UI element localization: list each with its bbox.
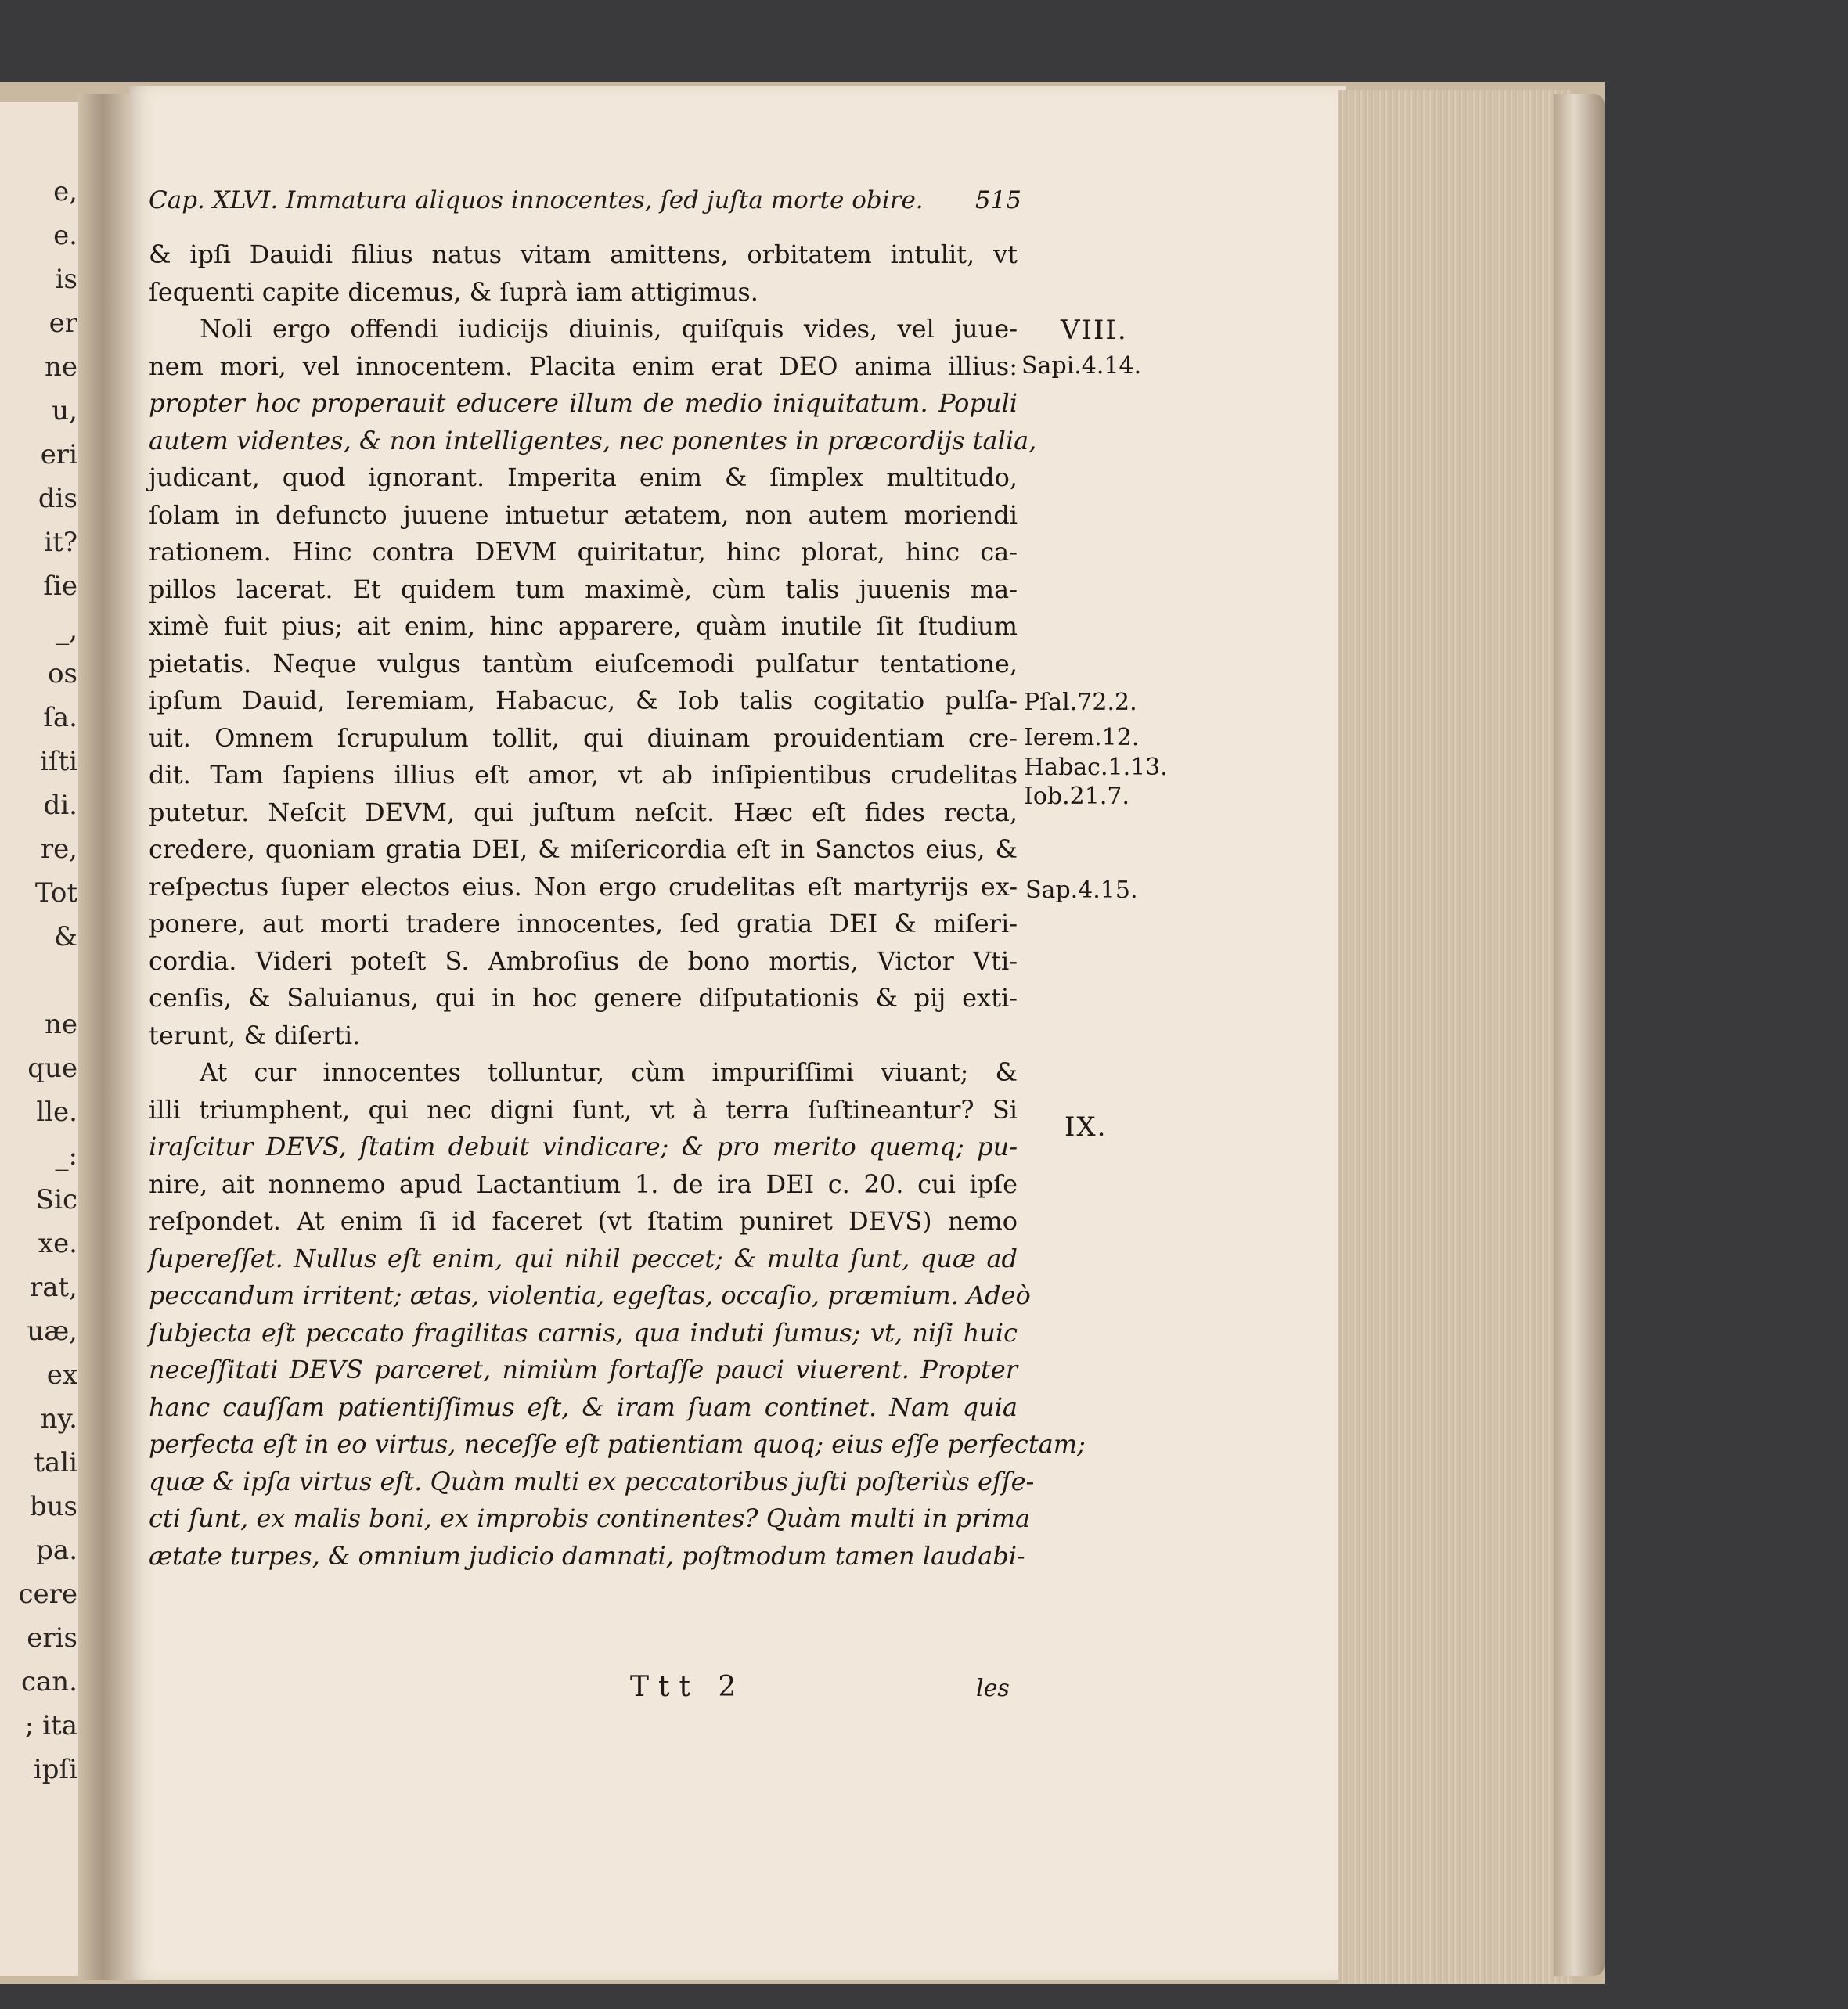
folio-number: 515: [974, 186, 1021, 214]
margin-reference: Sapi.4.14.: [1021, 352, 1142, 380]
text-line: neceſſitati DEVS parceret, nimiùm fortaſſe pauci viuerent. Propter: [149, 1355, 1018, 1384]
left-page-line-fragment: e.: [53, 220, 77, 251]
left-page-line-fragment: eri: [40, 439, 77, 470]
left-page-line-fragment: uæ,: [27, 1316, 77, 1347]
margin-section-number: VIII.: [1061, 315, 1128, 346]
text-line: terunt, & diſerti.: [149, 1020, 361, 1050]
left-page-line-fragment: can.: [20, 1666, 77, 1698]
text-line: peccandum irritent; ætas, violentia, egeſtas, occaſio, præmium. Adeò: [149, 1280, 1031, 1310]
text-line: pietatis. Neque vulgus tantùm eiuſcemodi pulſatur tentatione,: [149, 648, 1018, 679]
text-line: cenſis, & Saluianus, qui in hoc genere diſputationis & pij exti-: [149, 983, 1018, 1013]
margin-reference: Pſal.72.2.: [1024, 689, 1137, 716]
text-line: ſubjecta eſt peccato fragilitas carnis, qua induti ſumus; vt, niſi huic: [149, 1317, 1018, 1348]
text-line: uit. Omnem ſcrupulum tollit, qui diuinam prouidentiam cre-: [149, 722, 1018, 753]
running-head: [149, 186, 1021, 214]
text-line: credere, quoniam gratia DEI, & miſericordia eſt in Sanctos eius, &: [149, 834, 1018, 864]
left-page-line-fragment: rat,: [30, 1272, 77, 1303]
left-page-line-fragment: que: [27, 1053, 77, 1084]
text-line: pillos lacerat. Et quidem tum maximè, cùm talis juuenis ma-: [149, 574, 1018, 604]
gutter: [78, 94, 133, 1980]
margin-reference: Sap.4.15.: [1025, 877, 1138, 904]
text-line: judicant, quod ignorant. Imperita enim & ſimplex multitudo,: [149, 463, 1018, 492]
left-page-line-fragment: eris: [27, 1622, 77, 1654]
text-line: nem mori, vel innocentem. Placita enim erat DEO anima illius:: [149, 351, 1018, 381]
left-page-line-fragment: ex: [46, 1359, 77, 1391]
left-page-line-fragment: bus: [29, 1491, 77, 1522]
signature-mark: Ttt 2: [630, 1671, 746, 1703]
left-page-line-fragment: di.: [43, 790, 77, 821]
left-page-line-fragment: _,: [56, 614, 77, 646]
left-page-line-fragment: it?: [44, 527, 77, 558]
left-page-line-fragment: lle.: [36, 1096, 77, 1128]
left-page-line-fragment: tali: [34, 1447, 77, 1478]
text-line: nire, ait nonnemo apud Lactantium 1. de ira DEI c. 20. cui ipſe: [149, 1168, 1018, 1199]
left-page-line-fragment: ny.: [40, 1403, 77, 1435]
text-line: perfecta eſt in eo virtus, neceſſe eſt patientiam quoq; eius eſſe perfectam;: [149, 1429, 1086, 1459]
text-line: ipſum Dauid, Ieremiam, Habacuc, & Iob talis cogitatio pulſa-: [149, 686, 1018, 715]
left-page-line-fragment: ; ita: [24, 1710, 77, 1741]
text-line: cordia. Videri poteſt S. Ambroſius de bono mortis, Victor Vti-: [149, 945, 1018, 976]
text-line: quæ & ipſa virtus eſt. Quàm multi ex peccatoribus juſti poſteriùs eſſe-: [149, 1466, 1035, 1496]
left-page-line-fragment: is: [55, 264, 77, 295]
text-line: ſolam in defuncto juuene intuetur ætatem, non autem moriendi: [149, 499, 1018, 530]
left-page-line-fragment: pa.: [36, 1535, 77, 1566]
margin-reference: Iob.21.7.: [1024, 783, 1129, 810]
left-page-line-fragment: &: [53, 921, 77, 952]
text-line: iraſcitur DEVS, ſtatim debuit vindicare; & pro merito quemq; pu-: [149, 1132, 1018, 1161]
text-line: putetur. Neſcit DEVM, qui juſtum neſcit. Hæc eſt fides recta,: [149, 797, 1018, 827]
text-line: cti ſunt, ex malis boni, ex improbis continentes? Quàm multi in prima: [149, 1503, 1031, 1533]
text-line: ſequenti capite dicemus, & ſuprà iam attigimus.: [149, 276, 758, 307]
text-line: reſpondet. At enim ſi id faceret (vt ſtatim puniret DEVS) nemo: [149, 1206, 1018, 1236]
catchword: les: [976, 1675, 1010, 1702]
text-line: hanc cauſſam patientiſſimus eſt, & iram ſuam continet. Nam quia: [149, 1392, 1018, 1422]
left-page-line-fragment: ne: [44, 351, 77, 383]
page-fore-edge: [1338, 90, 1573, 1984]
left-page-line-fragment: e,: [53, 176, 77, 207]
text-line: ximè fuit pius; ait enim, hinc apparere, quàm inutile ſit ſtudium: [149, 611, 1018, 641]
text-line: autem videntes, & non intelligentes, nec ponentes in præcordijs talia,: [149, 425, 1037, 455]
margin-reference: Ierem.12.: [1024, 724, 1140, 751]
text-line: propter hoc properauit educere illum de medio iniquitatum. Populi: [149, 388, 1018, 418]
left-page: [0, 102, 82, 1976]
left-page-line-fragment: ſa.: [43, 702, 77, 733]
text-line: dit. Tam ſapiens illius eſt amor, vt ab inſipientibus crudelitas: [149, 760, 1018, 790]
left-page-line-fragment: u,: [52, 395, 77, 427]
text-line: ſupereſſet. Nullus eſt enim, qui nihil peccet; & multa ſunt, quæ ad: [149, 1243, 1018, 1273]
text-line: rationem. Hinc contra DEVM quiritatur, hinc plorat, hinc ca-: [149, 537, 1018, 567]
left-page-line-fragment: iſti: [40, 746, 77, 777]
text-line: Noli ergo offendi iudicijs diuinis, quiſquis vides, vel juue-: [200, 314, 1018, 344]
running-head-title: Cap. XLVI. Immatura aliquos innocentes, ſed juſta morte obire.: [149, 186, 924, 214]
left-page-line-fragment: _:: [55, 1140, 77, 1172]
left-page-line-fragment: cere: [18, 1579, 77, 1610]
cover-edge: [1554, 94, 1605, 1976]
text-line: & ipſi Dauidi filius natus vitam amittens, orbitatem intulit, vt: [149, 239, 1018, 269]
left-page-line-fragment: er: [49, 308, 77, 339]
left-page-line-fragment: ſie: [43, 571, 77, 602]
margin-reference: Habac.1.13.: [1024, 754, 1168, 781]
left-page-line-fragment: re,: [40, 833, 77, 865]
text-line: illi triumphent, qui nec digni ſunt, vt à terra ſuſtineantur? Si: [149, 1094, 1018, 1125]
text-line: ponere, aut morti tradere innocentes, ſed gratia DEI & miſeri-: [149, 909, 1018, 938]
left-page-line-fragment: xe.: [38, 1228, 77, 1259]
text-line: reſpectus ſuper electos eius. Non ergo crudelitas eſt martyrijs ex-: [149, 871, 1018, 902]
text-line: At cur innocentes tolluntur, cùm impuriſſimi viuant; &: [200, 1057, 1018, 1087]
margin-section-number: IX.: [1064, 1111, 1108, 1143]
left-page-line-fragment: ne: [44, 1009, 77, 1040]
left-page-line-fragment: ipſi: [33, 1754, 77, 1785]
left-page-line-fragment: dis: [38, 483, 77, 514]
text-line: ætate turpes, & omnium judicio damnati, poſtmodum tamen laudabi-: [149, 1540, 1025, 1571]
left-page-line-fragment: Tot: [34, 877, 77, 909]
left-page-line-fragment: os: [48, 658, 77, 689]
left-page-line-fragment: Sic: [35, 1184, 77, 1215]
